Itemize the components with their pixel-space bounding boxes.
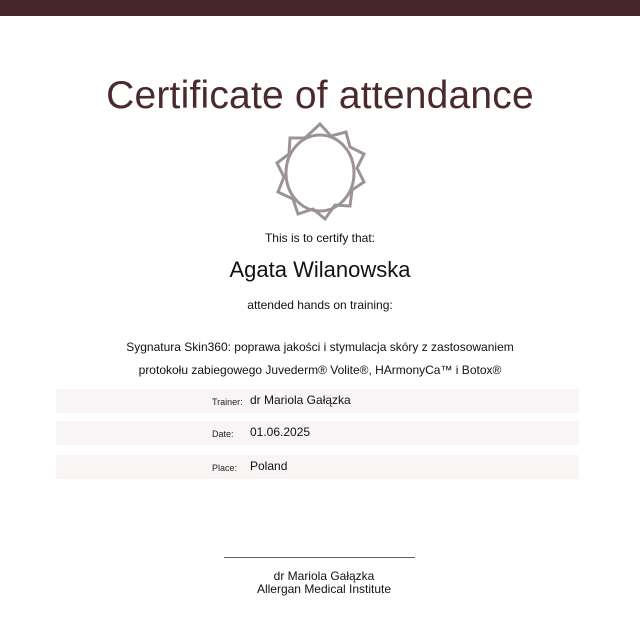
trainer-label: Trainer: (212, 397, 243, 407)
signature-block (0, 570, 640, 596)
course-line-1: Sygnatura Skin360: poprawa jakości i stymulacja skóry z zastosowaniem (126, 340, 514, 354)
course-title (0, 336, 640, 382)
course-line-2: protokołu zabiegowego Juvederm® Volite®, HArmonyCa™ i Botox® (138, 363, 502, 377)
recipient-name: Agata Wilanowska (229, 257, 411, 282)
detail-row-place (56, 455, 579, 479)
attended-text: attended hands on training: (247, 298, 393, 312)
date-label: Date: (212, 429, 234, 439)
certificate-title: Certificate of attendance (106, 74, 534, 117)
top-bar (0, 0, 640, 16)
signatory-name: dr Mariola Gałązka (273, 569, 375, 583)
place-label: Place: (212, 463, 238, 473)
trainer-value: dr Mariola Gałązka (250, 393, 351, 407)
sunburst-frame-icon (272, 121, 368, 225)
signatory-institution: Allergan Medical Institute (256, 582, 392, 596)
signature-line (224, 557, 415, 558)
detail-row-date (56, 421, 579, 445)
detail-row-trainer (56, 389, 579, 413)
place-value: Poland (250, 459, 288, 473)
certify-text: This is to certify that: (264, 231, 376, 245)
date-value: 01.06.2025 (250, 425, 311, 439)
